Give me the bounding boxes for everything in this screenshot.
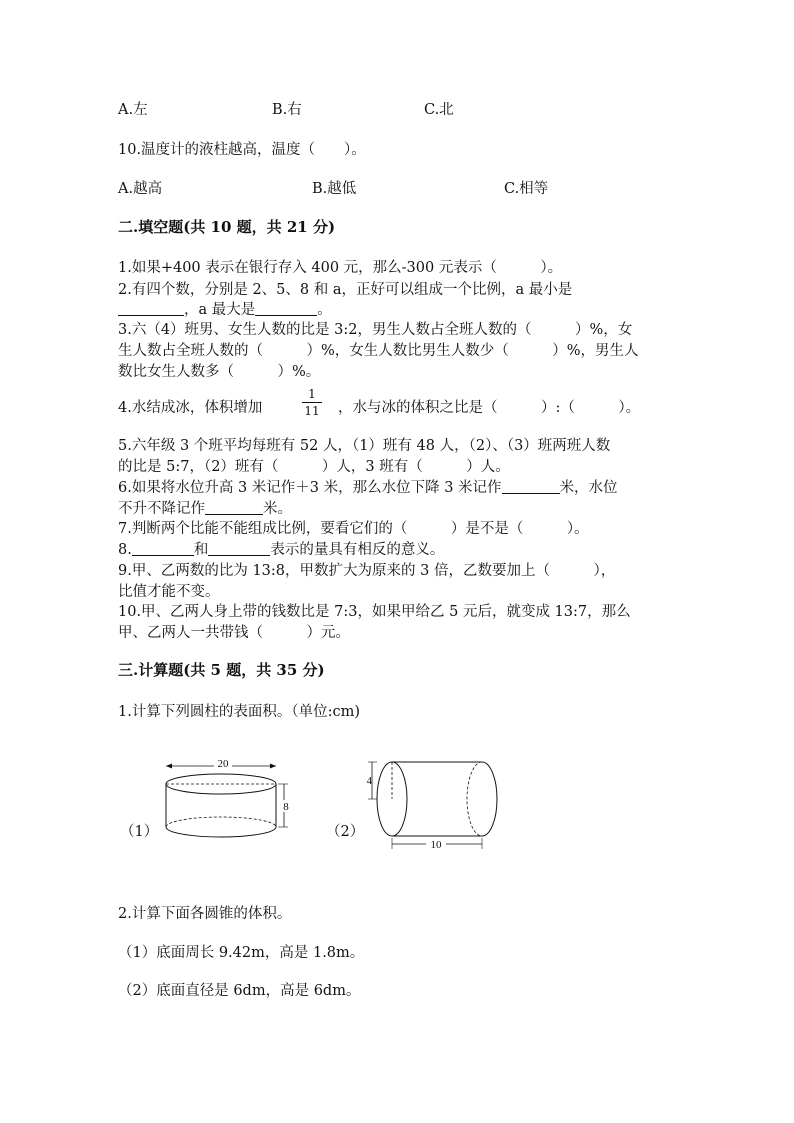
s2-line-6b [118, 497, 292, 518]
s2-line-8-mid: 和 [193, 542, 209, 558]
s2-line-9b: 比值才能不变。 [118, 584, 220, 600]
fraction-one-eleventh [302, 387, 322, 418]
q9-option-b: B.右 [272, 102, 302, 118]
s2-line-2b-end: 。 [317, 302, 332, 318]
cylinder-figure-1 [160, 752, 300, 847]
s2-line-2b-mid: ，a 最大是 [184, 302, 256, 318]
s2-line-6b-post: 米。 [263, 501, 292, 517]
s2-line-8 [118, 538, 444, 559]
cylinder-figure-2 [360, 752, 510, 852]
s2-line-8-post: 表示的量具有相反的意义。 [270, 542, 445, 558]
s2-line-6a [118, 476, 618, 497]
answer-blank[interactable] [205, 500, 263, 515]
s2-line-8-pre: 8. [118, 542, 132, 558]
fraction-numerator: 1 [308, 387, 316, 401]
s2-line-6a-post: 米，水位 [559, 480, 618, 496]
s3-q2-part1: （1）底面周长 9.42m，高是 1.8m。 [118, 945, 365, 961]
fig2-label: （2） [326, 824, 365, 840]
s2-line-3b: 生人数占全班人数的（ ）%，女生人数比男生人数少（ ）%，男生人 [118, 343, 639, 359]
s2-line-9a: 9.甲、乙两数的比为 13:8，甲数扩大为原来的 3 倍，乙数要加上（ ）， [118, 563, 616, 579]
section2-title: 二.填空题(共 10 题，共 21 分) [118, 218, 336, 236]
answer-blank[interactable] [208, 541, 270, 556]
s2-line-4b: ，水与冰的体积之比是（ ）:（ ）。 [338, 400, 641, 416]
answer-blank[interactable] [132, 541, 194, 556]
s3-q2-part2: （2）底面直径是 6dm，高是 6dm。 [118, 983, 361, 999]
arrow-right-icon [270, 764, 276, 769]
s2-line-2a: 2.有四个数，分别是 2、5、8 和 a，正好可以组成一个比例，a 最小是 [118, 282, 573, 298]
s2-line-6b-pre: 不升不降记作 [118, 501, 205, 517]
fig1-diameter-label: 20 [217, 758, 229, 770]
s2-line-5b: 的比是 5:7，（2）班有（ ）人，3 班有（ ）人。 [118, 459, 510, 475]
q10-option-b: B.越低 [312, 181, 357, 197]
section3-title: 三.计算题(共 5 题，共 35 分) [118, 661, 325, 679]
s3-q2-text: 2.计算下面各圆锥的体积。 [118, 906, 292, 922]
q10-option-c: C.相等 [504, 181, 549, 197]
s2-line-4a: 4.水结成冰，体积增加 [118, 400, 263, 416]
s2-line-7: 7.判断两个比能不能组成比例，要看它们的（ ）是不是（ ）。 [118, 521, 589, 537]
arrow-left-icon [166, 764, 172, 769]
fig1-height-label: 8 [283, 801, 289, 813]
s2-line-10b: 甲、乙两人一共带钱（ ）元。 [118, 625, 350, 641]
s2-line-10a: 10.甲、乙两人身上带的钱数比是 7:3，如果甲给乙 5 元后，就变成 13:7，那么 [118, 604, 631, 620]
q10-text: 10.温度计的液柱越高，温度（ ）。 [118, 142, 366, 158]
fraction-denominator: 11 [304, 404, 320, 418]
s2-line-1: 1.如果+400 表示在银行存入 400 元，那么-300 元表示（ ）。 [118, 260, 563, 276]
fig2-radius-label: 4 [366, 775, 372, 787]
s2-line-6a-pre: 6.如果将水位升高 3 米记作＋3 米，那么水位下降 3 米记作 [118, 480, 502, 496]
s2-line-2b [118, 298, 332, 319]
q9-option-a: A.左 [118, 102, 148, 118]
fig1-label: （1） [120, 824, 159, 840]
answer-blank[interactable] [118, 301, 184, 316]
s2-line-3c: 数比女生人数多（ ）%。 [118, 364, 321, 380]
q10-option-a: A.越高 [118, 181, 163, 197]
q9-option-c: C.北 [424, 102, 454, 118]
s3-q1-text: 1.计算下列圆柱的表面积。（单位:cm) [118, 704, 360, 720]
fig2-length-label: 10 [430, 839, 442, 851]
s2-line-5a: 5.六年级 3 个班平均每班有 52 人，（1）班有 48 人，（2）、（3）班两班人数 [118, 438, 611, 454]
s2-line-3a: 3.六（4）班男、女生人数的比是 3:2，男生人数占全班人数的（ ）%，女 [118, 322, 633, 338]
answer-blank[interactable] [502, 479, 560, 494]
answer-blank[interactable] [255, 301, 317, 316]
